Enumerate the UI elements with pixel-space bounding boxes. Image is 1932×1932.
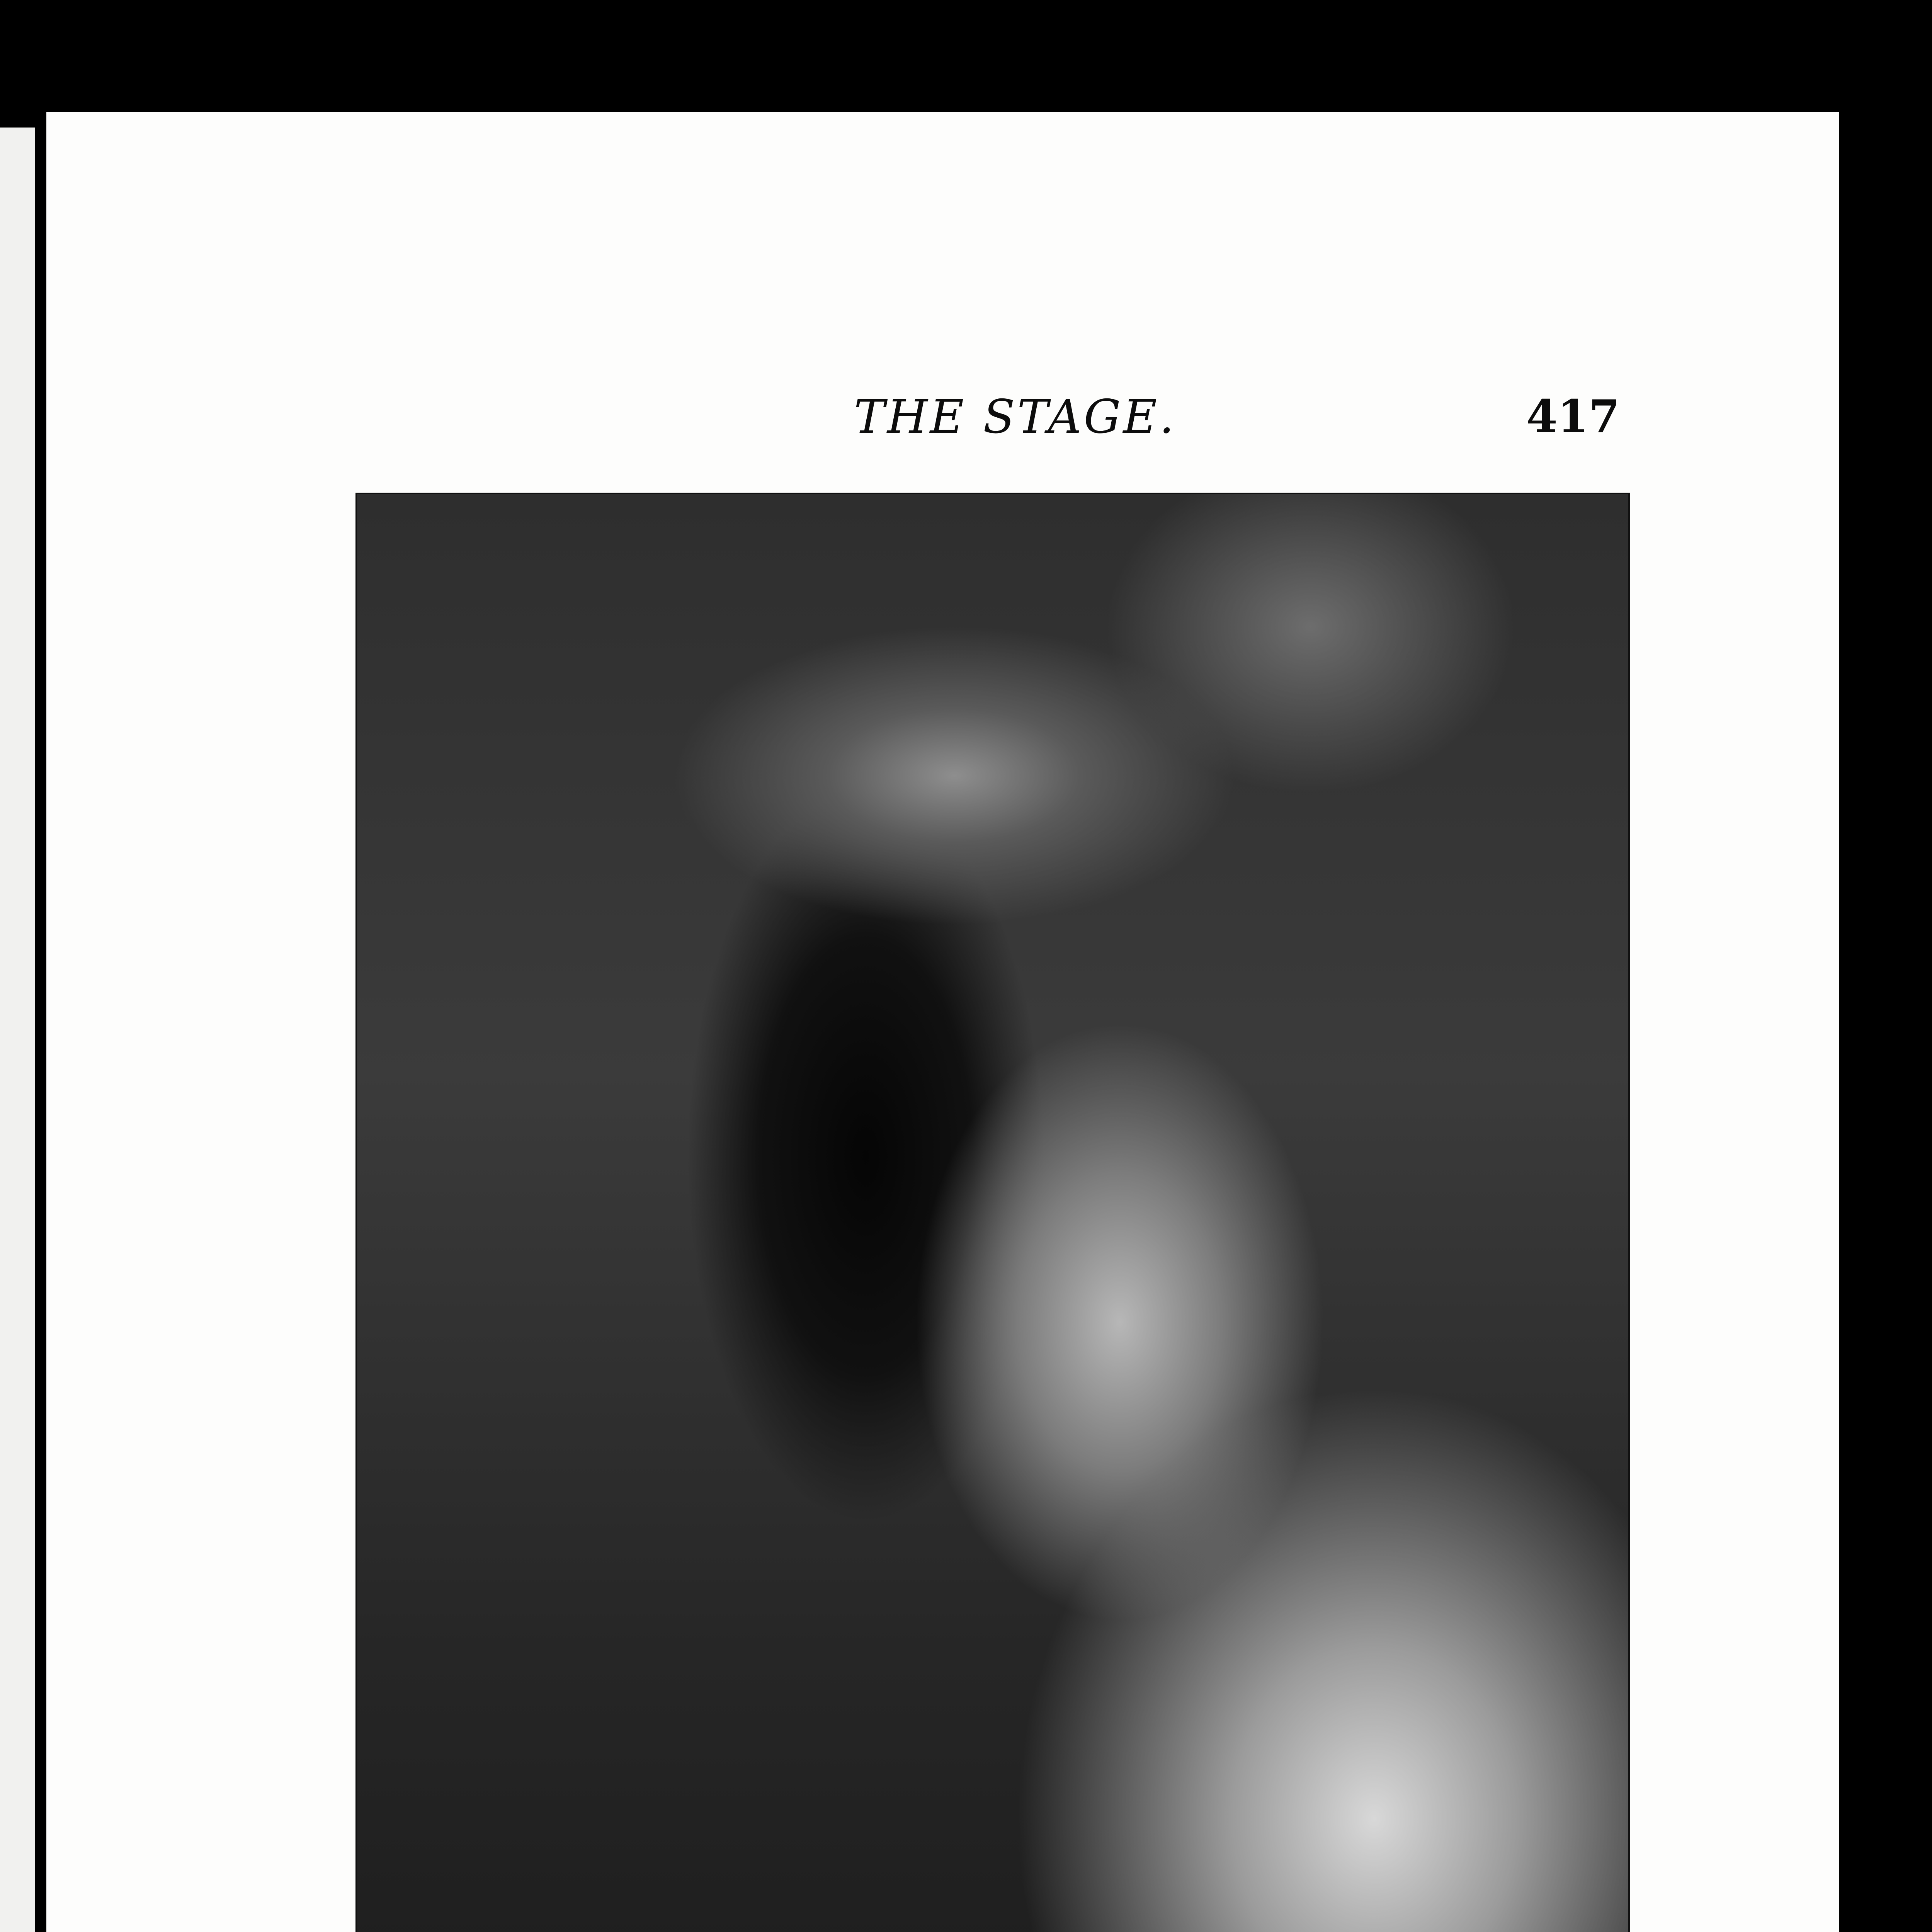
previous-page-edge bbox=[0, 128, 35, 1932]
running-title: THE STAGE. bbox=[854, 390, 1177, 444]
page-number: 417 bbox=[1526, 390, 1620, 443]
page-paper bbox=[46, 112, 1839, 1932]
portrait-photograph bbox=[355, 493, 1630, 1932]
